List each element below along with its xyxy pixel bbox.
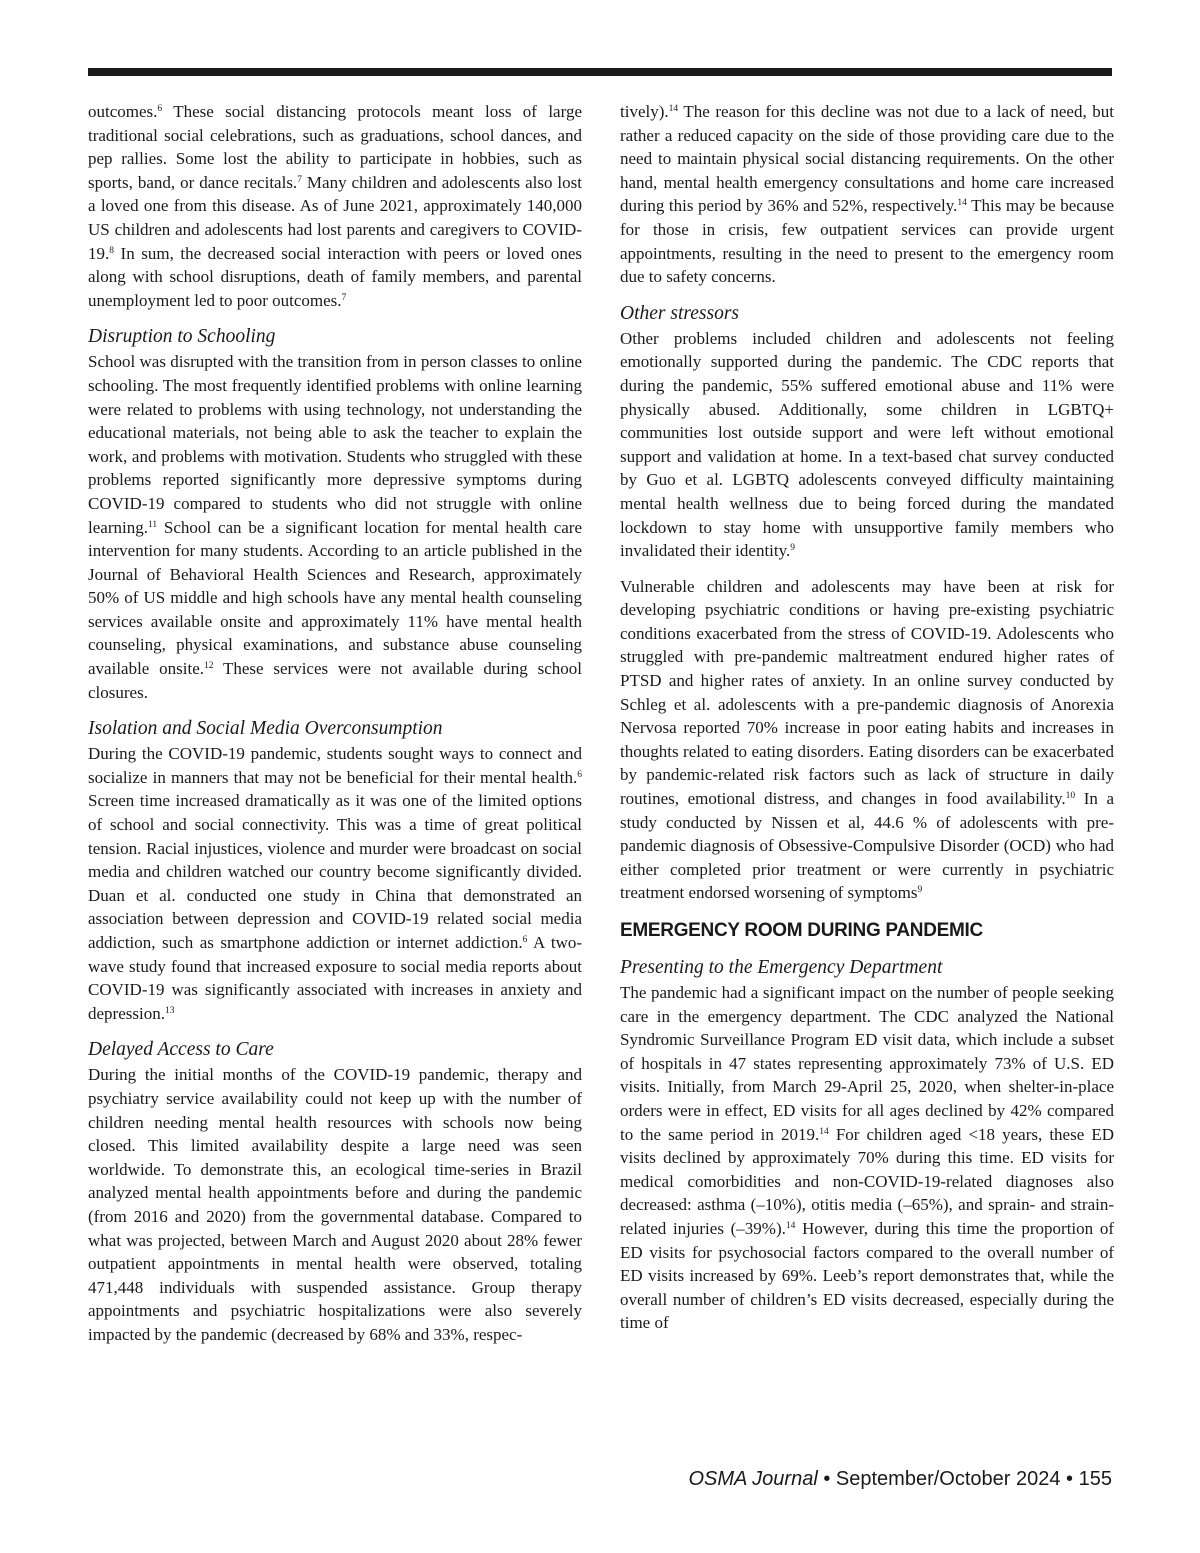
citation: 6 <box>577 769 582 780</box>
footer-separator: • <box>817 1468 836 1490</box>
heading-presenting-ed: Presenting to the Emergency Department <box>620 957 943 978</box>
citation: 14 <box>668 104 679 114</box>
left-column <box>88 100 582 1355</box>
citation: 12 <box>204 661 214 672</box>
citation: 9 <box>790 543 796 554</box>
paragraph-delayed-access-continued: tively).$^{14}$ The reason for this decline was not due to a lack of need, but rather a reduced capacity on the side of those providing care due to the need to maintain physical social distancing requirements. On the other hand, mental health emergency consultations and home care increased during this period by 36% and 52%, respectively.$^{14}$ This may be because for those in crisis, few outpatient services can provide urgent appointments, resulting in the need to present to the emergency room due to safety concerns. <box>620 102 1114 287</box>
footer-separator: • <box>1060 1468 1079 1490</box>
citation: 8 <box>109 245 114 256</box>
paragraph-delayed-access: During the initial months of the COVID-19 pandemic, therapy and psychiatry service availability could not keep up with the number of children needing mental health resources with schools now being closed. This limited availability despite a large need was seen worldwide. To demonstrate this, an ecological time-series in Brazil analyzed mental health appointments before and during the pandemic (from 2016 and 2020) from the governmental database. Compared to what was projected, between March and August 2020 about 28% fewer outpatient appointments in mental health were observed, totaling 471,448 individuals with suspended assistance. Group therapy appointments and psychiatric hospitalizations were also severely impacted by the pandemic (decreased by 68% and 33%, respec- <box>88 1065 582 1344</box>
paragraph-outcomes: outcomes.$^6$ These social distancing protocols meant loss of large traditional social celebrations, such as graduations, school dances, and pep rallies. Some lost the ability to participate in hobbies, such as sports, band, or dance recitals.$^7$ Many children and adolescents also lost a loved one from this disease. As of June 2021, approximately 140,000 US children and adolescents had lost parents and caregivers to COVID-19.$^8$ In sum, the decreased social interaction with peers or loved ones along with school disruptions, death of family members, and parental unemployment led to poor outcomes.$^7$ <box>88 102 582 310</box>
citation: 7 <box>297 174 302 185</box>
citation: 10 <box>1065 791 1076 802</box>
heading-isolation-social-media: Isolation and Social Media Overconsumption <box>88 718 443 740</box>
paragraph-presenting-ed: The pandemic had a significant impact on the number of people seeking care in the emergency department. The CDC analyzed the National Syndromic Surveillance Program ED visit data, which include a subset of hospitals in 47 states representing approximately 73% of U.S. ED visits. Initially, from March 29-April 25, 2020, when shelter-in-place orders were in effect, ED visits for all ages declined by 42% compared to the same period in 2019.14 For children aged <18 years, these ED visits declined by approximately 70% during this time. ED visits for medical comorbidities and non-COVID-19-related diagnoses also decreased: asthma (–10%), otitis media (–65%), and sprain- and strain-related injuries (–39%).$^{14}$ However, during this time the proportion of ED visits for psychosocial factors compared to the overall number of ED visits increased by 69%. Leeb’s report demonstrates that, while the overall number of children’s ED visits decreased, especially during the time of <box>620 983 1115 1333</box>
issue-date: September/October 2024 <box>835 1468 1061 1490</box>
page-number: 155 <box>1078 1468 1112 1490</box>
section-heading-emergency-room: EMERGENCY ROOM DURING PANDEMIC <box>620 920 983 941</box>
paragraph-isolation: During the COVID-19 pandemic, students sought ways to connect and socialize in manners that may not be beneficial for their mental health.$^6$ Screen time increased dramatically as it was one of the limited options of school and social connectivity. This was a time of great political tension. Racial injustices, violence and murder were broadcast on social media and children watched our country become significantly divided. Duan et al. conducted one study in China that demonstrated an association between depression and COVID-19 related social media addiction, such as smartphone addiction or internet addiction.$^6$ A two-wave study found that increased exposure to social media reports about COVID-19 was significantly associated with increases in anxiety and depression.$^{13}$ <box>88 744 583 1023</box>
citation: 13 <box>164 1005 175 1016</box>
heading-delayed-access: Delayed Access to Care <box>88 1039 274 1061</box>
citation: 6 <box>157 104 163 114</box>
citation: 7 <box>341 292 347 303</box>
right-column <box>620 100 1114 1343</box>
paragraph-schooling: School was disrupted with the transition from in person classes to online schooling. The most frequently identified problems with online learning were related to problems with using technology, not understanding the educational materials, not being able to ask the teacher to explain the work, and problems with motivation. Students who struggled with these problems reported significantly more depressive symptoms during COVID-19 compared to students who did not struggle with online learning.$^{11}$ School can be a significant location for mental health care intervention for many students. According to an article published in the Journal of Behavioral Health Sciences and Research, approximately 50% of US middle and high schools have any mental health counseling services available onsite and approximately 11% have mental health counseling, physical examinations, and substance abuse counseling available onsite.$^{12}$ These services were not available during school closures. <box>88 352 582 702</box>
citation: 14 <box>819 1126 829 1137</box>
citation: 11 <box>147 519 158 530</box>
citation: 14 <box>785 1220 796 1231</box>
heading-other-stressors: Other stressors <box>620 302 739 324</box>
page-footer <box>688 1466 1112 1492</box>
paragraph-vulnerable-children: Vulnerable children and adolescents may have been at risk for developing psychiatric conditions or having pre-existing psychiatric conditions exacerbated from the stress of COVID-19. Adolescents who struggled with pre-pandemic maltreatment endured higher rates of PTSD and higher rates of anxiety. In an online survey conducted by Schleg et al. adolescents with a pre-pandemic diagnosis of Anorexia Nervosa reported 70% increase in poor eating habits and increases in thoughts related to eating disorders. Eating disorders can be exacerbated by pandemic-related risk factors such as lack of structure in daily routines, emotional distress, and changes in food availability.$^{10}$ In a study conducted by Nissen et al, 44.6 % of adolescents with pre-pandemic diagnosis of Obsessive-Compulsive Disorder (OCD) who had either completed prior treatment or were currently in psychiatric treatment endorsed worsening of symptoms$^9$ <box>620 576 1114 903</box>
citation: 14 <box>957 198 967 209</box>
top-rule <box>88 68 1112 76</box>
citation: 6 <box>522 935 528 945</box>
journal-name: OSMA Journal <box>688 1468 818 1490</box>
heading-disruption-to-schooling: Disruption to Schooling <box>88 326 276 348</box>
citation: 9 <box>917 885 923 896</box>
paragraph-other-stressors: Other problems included children and adolescents not feeling emotionally supported during the pandemic. The CDC reports that during the pandemic, 55% suffered emotional abuse and 11% were physically abused. Additionally, some children in LGBTQ+ communities lost outside support and were left without emotional support and validation at home. In a text-based chat survey conducted by Guo et al. LGBTQ adolescents conveyed difficulty maintaining mental health wellness due to being forced during the mandated lockdown to stay home with unsupportive family members who invalidated their identity.$^9$ <box>620 328 1114 561</box>
